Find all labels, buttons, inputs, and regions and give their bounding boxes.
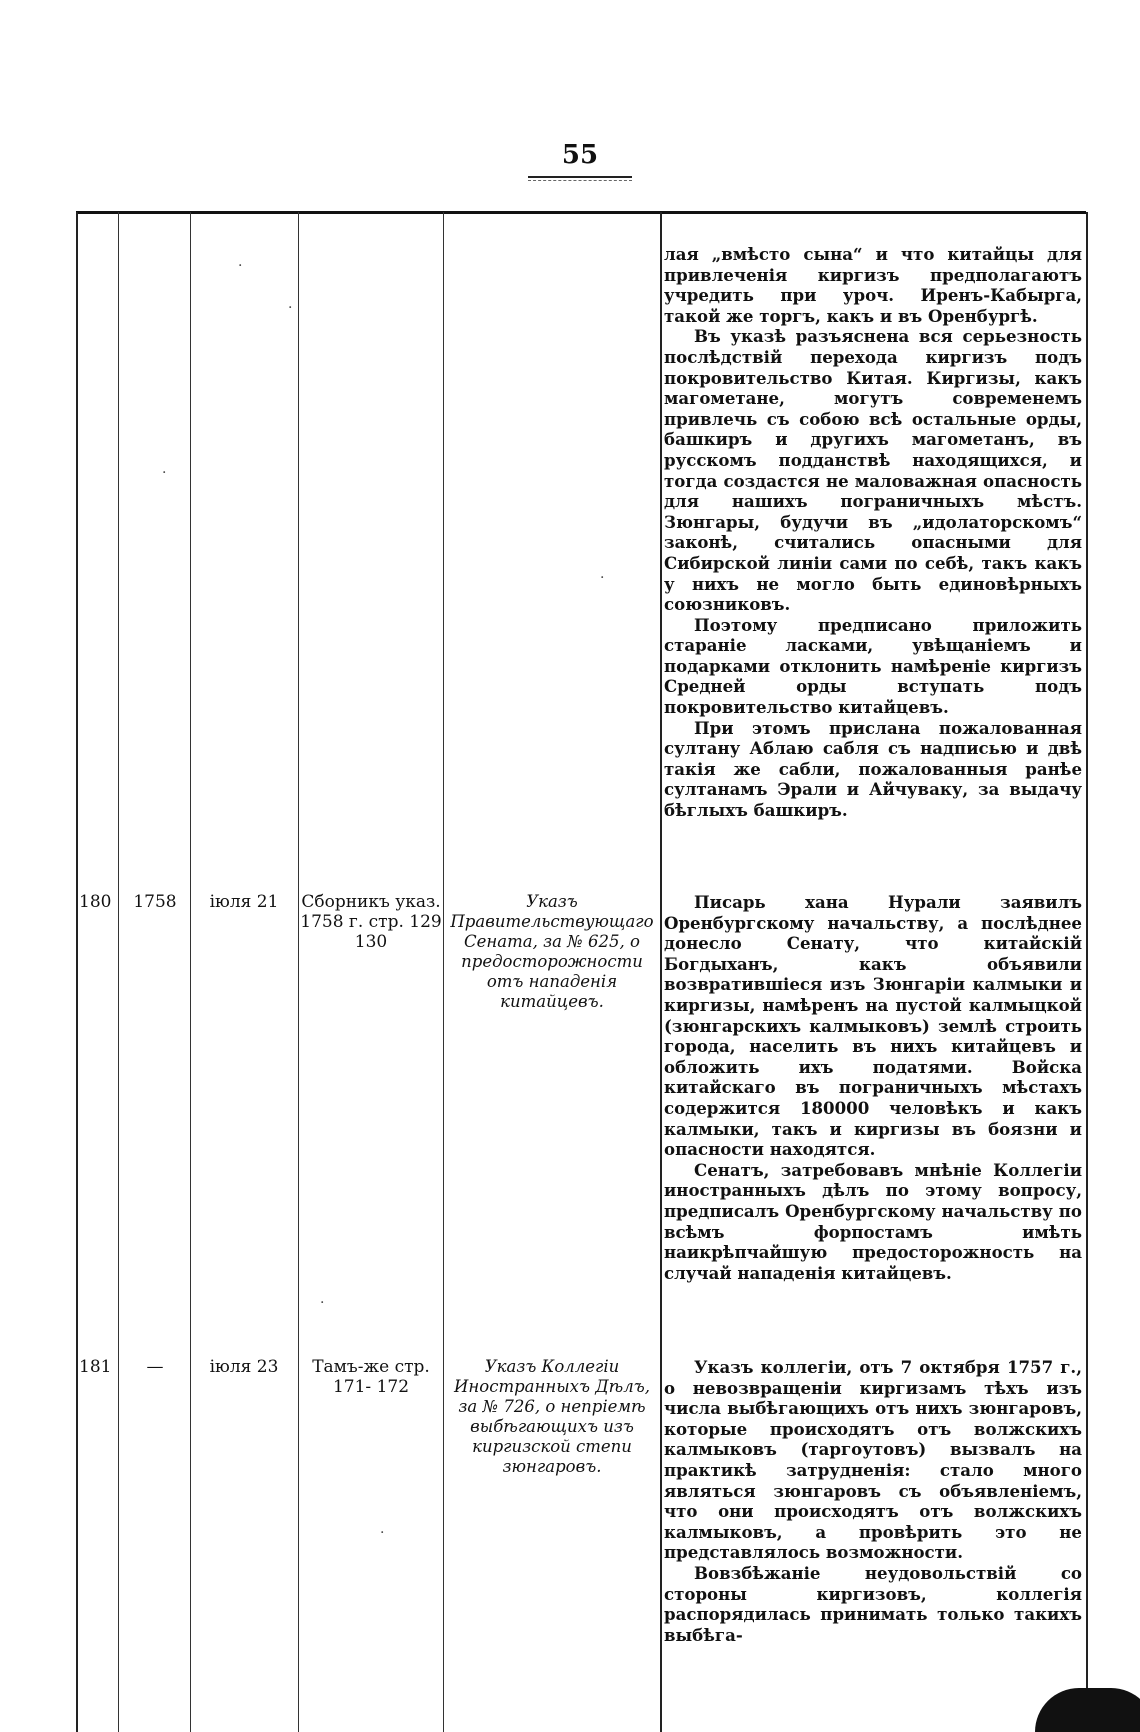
- speck: ·: [600, 570, 605, 586]
- column-rule-6: [660, 212, 662, 1732]
- column-rule-2: [118, 212, 119, 1732]
- entry-content: [664, 1357, 1082, 1645]
- paragraph: лая „вмѣсто сына“ и что китайцы для привлеченія киргизъ предполагаютъ учредить при уроч. Иренъ-Кабырга, такой же торгъ, какъ и въ Оренбургѣ.: [664, 244, 1082, 326]
- speck: ·: [380, 1525, 385, 1541]
- entry-number: 181: [79, 1357, 112, 1377]
- entry-source: Сборникъ указ. 1758 г. стр. 129 130: [300, 892, 442, 952]
- table-top-content: [664, 244, 1082, 821]
- entry-date: іюля 23: [209, 1357, 279, 1377]
- table-top-rule: [76, 211, 1086, 214]
- paragraph: Въ указѣ разъяснена вся серьезность послѣдствій перехода киргизъ подъ покровительство Китая. Киргизы, какъ магометане, могутъ современемъ привлечь съ собою всѣ остальные орды, башкиръ и другихъ магометанъ, въ русскомъ подданствѣ находящихся, и тогда создастся не маловажная опасность для нашихъ пограничныхъ мѣстъ. Зюнгары, будучи въ „идолаторскомъ“ законѣ, считались опасными для Сибирской линіи сами по себѣ, такъ какъ у нихъ не могло быть единовѣрныхъ союзниковъ.: [664, 326, 1082, 615]
- page-number-rule-dashed: [528, 180, 632, 181]
- column-rule-7: [1086, 212, 1088, 1732]
- entry-date: іюля 21: [209, 892, 279, 912]
- column-rule-5: [443, 212, 444, 1732]
- column-rule-1: [76, 212, 78, 1732]
- column-rule-4: [298, 212, 299, 1732]
- paragraph: При этомъ прислана пожалованная султану Аблаю сабля съ надписью и двѣ такія же сабли, пожалованныя ранѣе султанамъ Эрали и Айчуваку, за выдачу бѣглыхъ башкиръ.: [664, 717, 1082, 821]
- paragraph: Сенатъ, затребовавъ мнѣніе Коллегіи иностранныхъ дѣлъ по этому вопросу, предписалъ Оренбургскому начальству по всѣмъ форпостамъ имѣть наикрѣпчайшую предосторожность на случай нападенія китайцевъ.: [664, 1159, 1082, 1283]
- speck: ·: [238, 258, 243, 274]
- entry-content: [664, 892, 1082, 1283]
- speck: ·: [162, 465, 167, 481]
- ink-blot: [1035, 1688, 1140, 1732]
- paragraph: Вовзбѣжаніе неудовольствій со стороны киргизовъ, коллегія распорядилась принимать только такихъ выбѣга-: [664, 1562, 1082, 1645]
- paragraph: Указъ коллегіи, отъ 7 октября 1757 г., о невозвращеніи киргизамъ тѣхъ изъ числа выбѣгающихъ отъ нихъ зюнгаровъ, которые происходятъ отъ волжскихъ калмыковъ (таргоутовъ) вызвалъ на практикѣ затрудненія: стало много являться зюнгаровъ съ объявленіемъ, что они происходятъ отъ волжскихъ калмыковъ, а провѣрить это не представлялось возможности.: [664, 1357, 1082, 1563]
- speck: ·: [288, 300, 293, 316]
- page-number-rule: [528, 176, 632, 178]
- entry-source: Тамъ-же стр. 171- 172: [312, 1357, 430, 1397]
- page-number: 55: [561, 140, 599, 170]
- paragraph: Писарь хана Нурали заявилъ Оренбургскому начальству, а послѣднее донесло Сенату, что китайскій Богдыханъ, какъ объявили возвратившіеся изъ Зюнгаріи калмыки и киргизы, намѣренъ на пустой калмыцкой (зюнгарскихъ калмыковъ) землѣ строить города, населить въ нихъ китайцевъ и обложить ихъ податями. Войска китайскаго въ пограничныхъ мѣстахъ содержится 180000 человѣкъ и какъ калмыки, такъ и киргизы въ боязни и опасности находятся.: [664, 892, 1082, 1160]
- paragraph: Поэтому предписано приложить стараніе ласками, увѣщаніемъ и подарками отклонить намѣреніе киргизъ Средней орды вступать подъ покровительство китайцевъ.: [664, 614, 1082, 718]
- speck: ·: [320, 1295, 325, 1311]
- entry-year: —: [146, 1357, 164, 1377]
- entry-title: Указъ Правительствующаго Сената, за № 625, о предосторожности отъ нападенія китайцевъ.: [450, 892, 654, 1011]
- entry-number: 180: [79, 892, 112, 912]
- column-rule-3: [190, 212, 191, 1732]
- entry-year: 1758: [133, 892, 177, 912]
- entry-title: Указъ Коллегіи Иностранныхъ Дѣлъ, за № 726, о непріемѣ выбѣгающихъ изъ киргизской степи зюнгаровъ.: [454, 1357, 650, 1476]
